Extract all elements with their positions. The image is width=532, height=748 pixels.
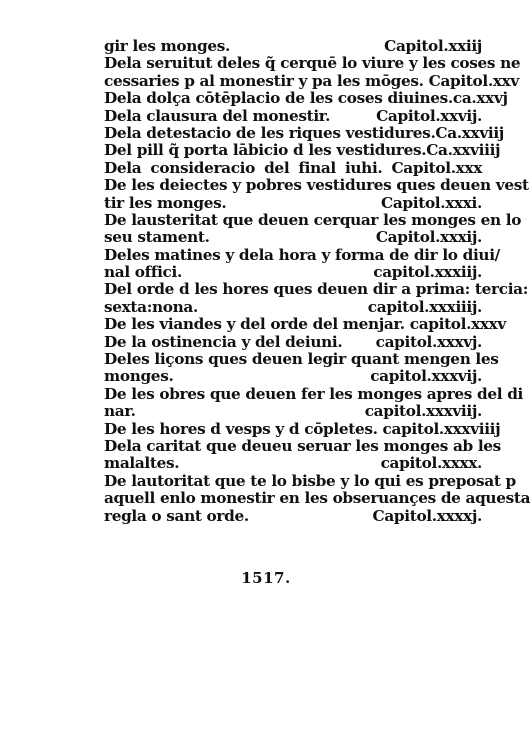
toc-line-chapter: capitol.xxxx. <box>380 454 482 473</box>
toc-line <box>104 38 482 55</box>
toc-line <box>104 368 482 385</box>
toc-line <box>104 195 482 212</box>
toc-line: cessaries p al monestir y pa les mōges. Capitol.xxv <box>104 71 519 90</box>
toc-line: Dela consideracio del final iuhi. Capitol.xxx <box>104 158 482 177</box>
toc-line-chapter: Capitol.xxxij. <box>375 228 482 247</box>
toc-line-chapter: capitol.xxxviij. <box>364 402 482 421</box>
toc-line-text: gir les monges. <box>104 37 230 55</box>
toc-line: Del orde d les hores ques deuen dir a prima: tercia: <box>104 280 529 299</box>
toc-line <box>104 508 482 525</box>
toc-line-chapter: Capitol.xxvij. <box>376 106 482 125</box>
toc-line: Deles matines y dela hora y forma de dir lo diui/ <box>104 245 500 264</box>
toc-line-text: regla o sant orde. <box>104 506 249 525</box>
toc-line-text: nal offici. <box>104 263 182 282</box>
toc-line: aquell enlo monestir en les obseruançes de aquesta <box>104 489 531 508</box>
toc-line <box>104 403 482 420</box>
toc-line: Dela seruitut deles q̃ cerquē lo viure y les coses ne <box>104 54 521 73</box>
toc-line-text: sexta:nona. <box>104 297 198 316</box>
toc-line <box>104 108 482 125</box>
table-of-contents <box>104 37 531 525</box>
toc-line: De lautoritat que te lo bisbe y lo qui es preposat p <box>104 471 516 490</box>
toc-line-text: De la ostinencia y del deiuni. <box>104 332 343 351</box>
toc-line <box>104 229 482 246</box>
toc-line <box>104 299 482 316</box>
toc-line-text: seu stament. <box>104 228 210 247</box>
toc-line-chapter: Capitol.xxxxj. <box>372 506 482 525</box>
toc-line: De les viandes y del orde del menjar. capitol.xxxv <box>104 315 506 334</box>
toc-line: De lausteritat que deuen cerquar les monges en lo <box>104 210 522 229</box>
toc-line-text: malaltes. <box>104 454 180 473</box>
printing-year: 1517. <box>241 569 291 587</box>
toc-line <box>104 455 482 472</box>
toc-line: Del pill q̃ porta lābicio d les vestidures.Ca.xxviiij <box>104 141 501 160</box>
toc-line-chapter: capitol.xxxvij. <box>370 367 482 386</box>
toc-line: Deles liçons ques deuen legir quant mengen les <box>104 350 499 369</box>
toc-line: De les deiectes y pobres vestidures ques deuen vest <box>104 176 529 195</box>
toc-line: Dela detestacio de les riques vestidures.Ca.xxviij <box>104 123 504 142</box>
toc-line-text: tir les monges. <box>104 193 227 212</box>
toc-line-chapter: capitol.xxxvj. <box>375 332 482 351</box>
toc-line: De les obres que deuen fer les monges apres del di <box>104 384 523 403</box>
toc-line: De les hores d vesps y d cōpletes. capitol.xxxviiij <box>104 419 501 438</box>
toc-line: Dela dolça cōtēplacio de les coses diuines.ca.xxvj <box>104 89 508 108</box>
toc-line-chapter: capitol.xxxiij. <box>373 263 482 282</box>
toc-line-text: nar. <box>104 402 136 421</box>
toc-line-chapter: Capitol.xxiij <box>384 37 482 55</box>
toc-line <box>104 334 482 351</box>
toc-line <box>104 264 482 281</box>
toc-line-text: monges. <box>104 367 174 386</box>
toc-line: Dela caritat que deueu seruar les monges ab les <box>104 436 501 455</box>
toc-line-chapter: Capitol.xxxi. <box>381 193 482 212</box>
toc-line-text: Dela clausura del monestir. <box>104 106 331 125</box>
toc-line-chapter: capitol.xxxiiij. <box>367 297 482 316</box>
